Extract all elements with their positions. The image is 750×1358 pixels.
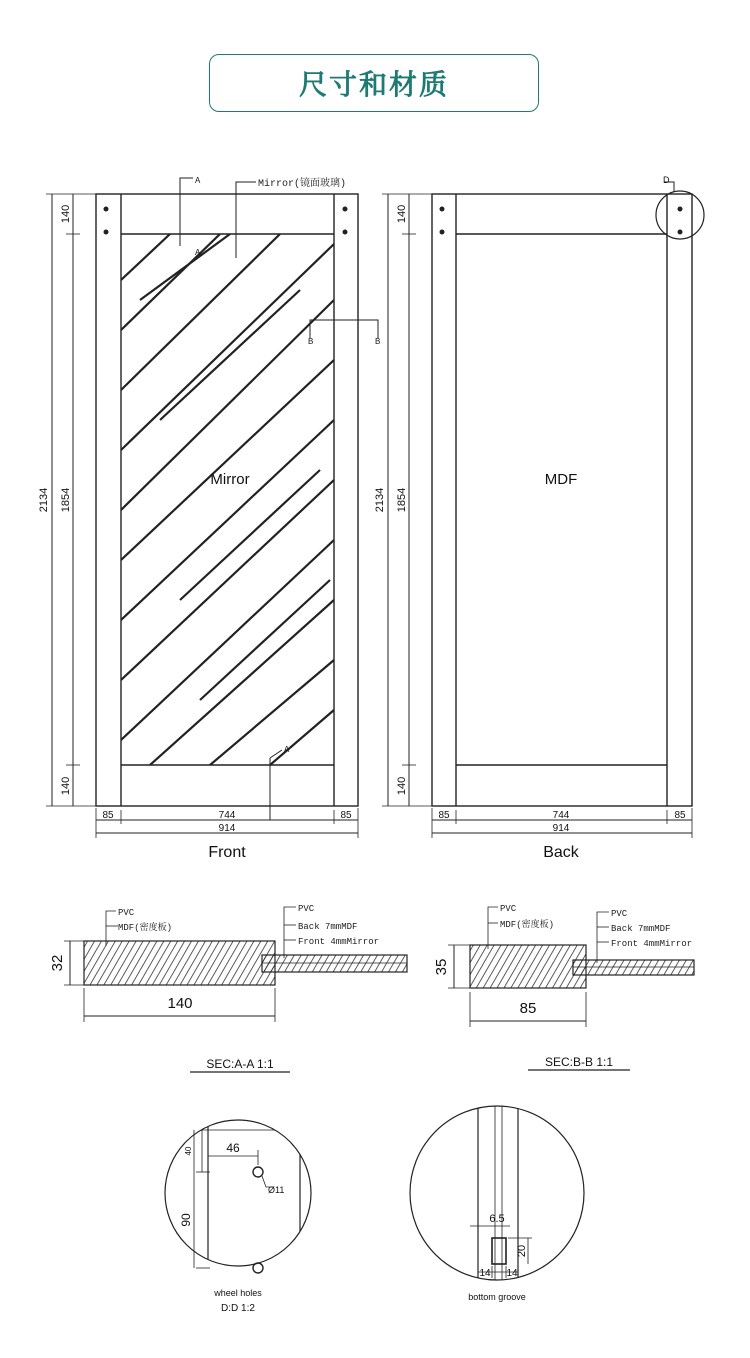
sec-aa-dim-height: 32 (49, 954, 66, 972)
front-dim-panel: 1854 (60, 487, 72, 513)
back-dim-total-width: 914 (552, 823, 570, 834)
section-b-marker-right: B (375, 337, 381, 346)
front-dim-bottom-rail: 140 (60, 776, 72, 796)
sec-aa-title: SEC:A-A 1:1 (206, 1057, 274, 1071)
detail-d-dim-offset: 46 (226, 1141, 240, 1155)
sec-bb-title: SEC:B-B 1:1 (544, 1055, 614, 1069)
sec-bb-label-mdf: MDF(密度板) (500, 920, 555, 930)
section-aa-labels (49, 904, 379, 1071)
sec-bb-label-pvc-right: PVC (611, 909, 628, 919)
front-dim-stile-right: 85 (340, 810, 352, 821)
mirror-callout: Mirror(镜面玻璃) (258, 179, 347, 190)
sec-bb-dim-width: 85 (519, 1000, 537, 1017)
groove-dim-depth: 20 (516, 1244, 528, 1258)
back-dim-stile-left: 85 (438, 810, 450, 821)
front-dim-total-width: 914 (218, 823, 236, 834)
section-a-marker-bottom: A (284, 745, 290, 754)
front-hinge-holes (104, 207, 348, 235)
groove-dim-right: 14 (506, 1268, 518, 1279)
detail-groove-subtitle: bottom groove (468, 1292, 526, 1302)
sec-aa-label-front: Front 4mmMirror (298, 937, 380, 947)
back-door-outline (432, 194, 692, 806)
detail-d-marker: D (663, 175, 670, 185)
sec-bb-label-back: Back 7mmMDF (611, 924, 671, 934)
front-dim-top-rail: 140 (60, 204, 72, 224)
sec-bb-dim-height: 35 (433, 958, 450, 976)
front-caption: Front (208, 844, 246, 861)
section-a-marker-top: A (195, 176, 201, 185)
back-dim-panel-width: 744 (552, 810, 570, 821)
sec-bb-label-pvc: PVC (500, 904, 517, 914)
back-dim-top-rail: 140 (396, 204, 408, 224)
groove-dim-left: 14 (479, 1268, 491, 1279)
back-hinge-holes (440, 207, 683, 235)
back-view (382, 182, 704, 838)
sec-aa-label-mdf: MDF(密度板) (118, 923, 173, 933)
detail-d-dim-top: 40 (184, 1146, 193, 1156)
front-labels (38, 176, 380, 861)
back-dim-stile-right: 85 (674, 810, 686, 821)
groove-dim-width: 6.5 (489, 1213, 505, 1225)
section-aa-stile (84, 941, 275, 985)
wheel-hole-bottom (253, 1263, 263, 1273)
detail-d-subtitle: wheel holes (214, 1288, 262, 1298)
detail-d-dim-spacing: 90 (179, 1213, 193, 1227)
sec-aa-dim-width: 140 (167, 995, 193, 1012)
detail-groove-circle (410, 1106, 584, 1280)
front-center-label: Mirror (210, 471, 250, 488)
detail-groove (410, 1106, 584, 1280)
detail-d-title: D:D 1:2 (221, 1303, 255, 1314)
back-caption: Back (543, 844, 579, 861)
sec-bb-label-front: Front 4mmMirror (611, 939, 693, 949)
section-a-marker-top-2: A (195, 248, 201, 257)
sec-aa-label-pvc-right: PVC (298, 904, 315, 914)
back-dim-bottom-rail: 140 (396, 776, 408, 796)
back-labels (374, 175, 686, 861)
detail-d-labels (179, 1141, 284, 1314)
sec-aa-label-back: Back 7mmMDF (298, 922, 358, 932)
front-dim-stile-left: 85 (102, 810, 114, 821)
detail-d-dim-hole: Ø11 (268, 1185, 285, 1195)
section-bb-stile (470, 945, 586, 988)
back-center-label: MDF (544, 471, 578, 488)
mirror-hatching (121, 234, 334, 765)
section-bb-panel (573, 960, 694, 975)
front-dim-total-height: 2134 (38, 487, 50, 513)
front-dim-panel-width: 744 (218, 810, 236, 821)
sec-aa-label-pvc: PVC (118, 908, 135, 918)
back-dim-panel: 1854 (396, 487, 408, 513)
back-dim-total-height: 2134 (374, 487, 386, 513)
wheel-hole-top (253, 1167, 263, 1177)
page-title: 尺寸和材质 (209, 54, 539, 112)
section-b-marker-left: B (308, 337, 314, 346)
groove-channel (492, 1238, 506, 1264)
